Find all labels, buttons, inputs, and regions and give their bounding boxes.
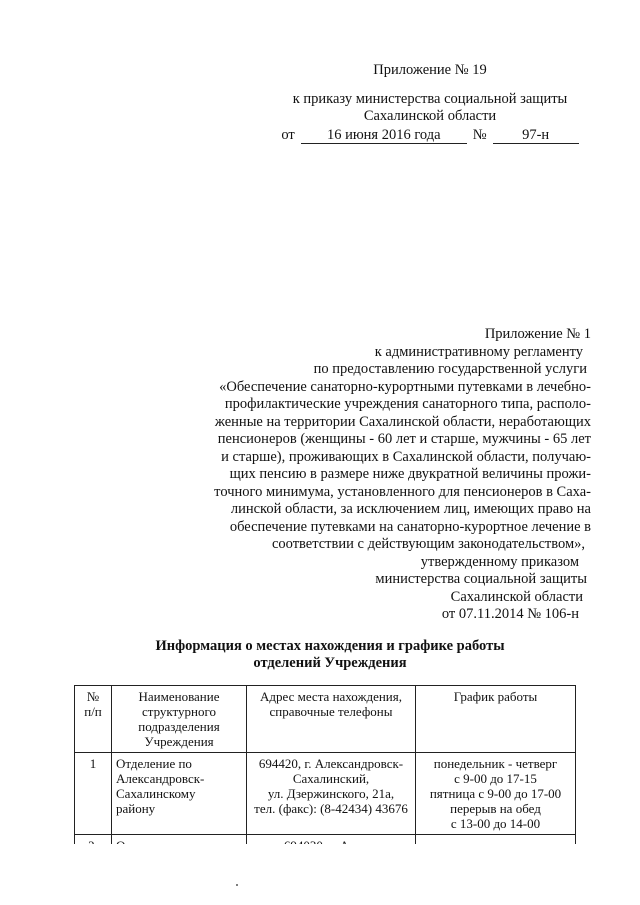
cell-address-line: 694420, г. Александровск- xyxy=(258,756,404,771)
reg-line: Приложение № 1 xyxy=(484,326,591,342)
reg-line: утвержденному приказом xyxy=(420,553,579,570)
cell-address-line: тел. (факс): (8-42434) 43676 xyxy=(254,801,408,816)
reg-line: к административному регламенту xyxy=(374,343,583,360)
cell-address xyxy=(247,753,416,835)
reg-line: точного минимума, установленного для пенсионеров в Саха- xyxy=(214,483,591,500)
reg-line: министерства социальной защиты xyxy=(375,571,587,587)
cell-schedule-line: перерыв на обед xyxy=(450,801,541,816)
cell-schedule-line: с 13-00 до 14-00 xyxy=(450,816,541,831)
departments-table xyxy=(74,685,576,857)
reg-line: соответствии с действующим законодательством», xyxy=(271,536,585,552)
title-line2: отделений Учреждения xyxy=(253,655,407,671)
reg-line: «Обеспечение санаторно-курортными путевками в лечебно- xyxy=(219,378,591,395)
header-name-line: подразделения xyxy=(138,719,220,734)
order-number: 97-н xyxy=(493,128,579,144)
scan-speck xyxy=(236,884,238,886)
title-line1: Информация о местах нахождения и графике работы xyxy=(155,638,505,654)
cell-name-line: району xyxy=(116,801,156,816)
header-schedule xyxy=(416,686,576,753)
cell-schedule-line: пятница с 9-00 до 17-00 xyxy=(429,786,562,801)
order-ref-line1: к приказу министерства социальной защиты xyxy=(292,91,568,107)
header-name-line: структурного xyxy=(141,704,217,719)
order-ref-line2: Сахалинской области xyxy=(363,108,497,124)
cell-name xyxy=(112,753,247,835)
order-date-row xyxy=(280,127,580,144)
header-num-line: п/п xyxy=(84,704,102,719)
header-address-line: Адрес места нахождения, xyxy=(260,689,402,704)
table-row xyxy=(75,753,576,835)
reg-line: щих пенсию в размере ниже двукратной величины прожи- xyxy=(229,466,591,482)
header-num-line: № xyxy=(86,689,100,704)
order-date: 16 июня 2016 года xyxy=(301,128,467,144)
reg-line: обеспечение путевками на санаторно-курортное лечение в xyxy=(229,518,591,535)
reg-line: от 07.11.2014 № 106-н xyxy=(441,606,579,622)
cell-name-line: Сахалинскому xyxy=(116,786,196,801)
page-bottom-margin xyxy=(0,844,640,905)
header-name-line: Наименование xyxy=(138,689,220,704)
reg-line: женные на территории Сахалинской области, неработающих xyxy=(214,413,591,430)
header-schedule-line: График работы xyxy=(453,689,538,704)
header-address-line: справочные телефоны xyxy=(269,704,393,719)
cell-name-line: Александровск- xyxy=(116,771,205,786)
header-name-line: Учреждения xyxy=(144,734,214,749)
table-header-row xyxy=(75,686,576,753)
reg-line: пенсионеров (женщины - 60 лет и старше, мужчины - 65 лет xyxy=(217,431,591,447)
header-address xyxy=(247,686,416,753)
cell-address-line: Сахалинский, xyxy=(292,771,370,786)
cell-num: 1 xyxy=(75,753,112,835)
number-prefix: № xyxy=(472,127,487,143)
header-num xyxy=(75,686,112,753)
reg-line: и старше), проживающих в Сахалинской области, получаю- xyxy=(221,448,591,465)
cell-name-line: Отделение по xyxy=(116,756,192,771)
document-title xyxy=(140,638,520,672)
cell-schedule-line: с 9-00 до 17-15 xyxy=(454,771,537,786)
regulation-appendix-header xyxy=(175,326,591,624)
reg-line: профилактические учреждения санаторного типа, располо- xyxy=(224,396,591,412)
date-prefix: от xyxy=(281,127,295,143)
order-appendix-header xyxy=(280,62,580,144)
reg-line: по предоставлению государственной услуги xyxy=(313,361,587,377)
header-name xyxy=(112,686,247,753)
cell-schedule xyxy=(416,753,576,835)
appendix-19-title: Приложение № 19 xyxy=(373,62,487,78)
cell-address-line: ул. Дзержинского, 21а, xyxy=(267,786,395,801)
reg-line: линской области, за исключением лиц, имеющих право на xyxy=(230,501,591,517)
cell-schedule-line: понедельник - четверг xyxy=(433,756,558,771)
reg-line: Сахалинской области xyxy=(450,588,583,605)
